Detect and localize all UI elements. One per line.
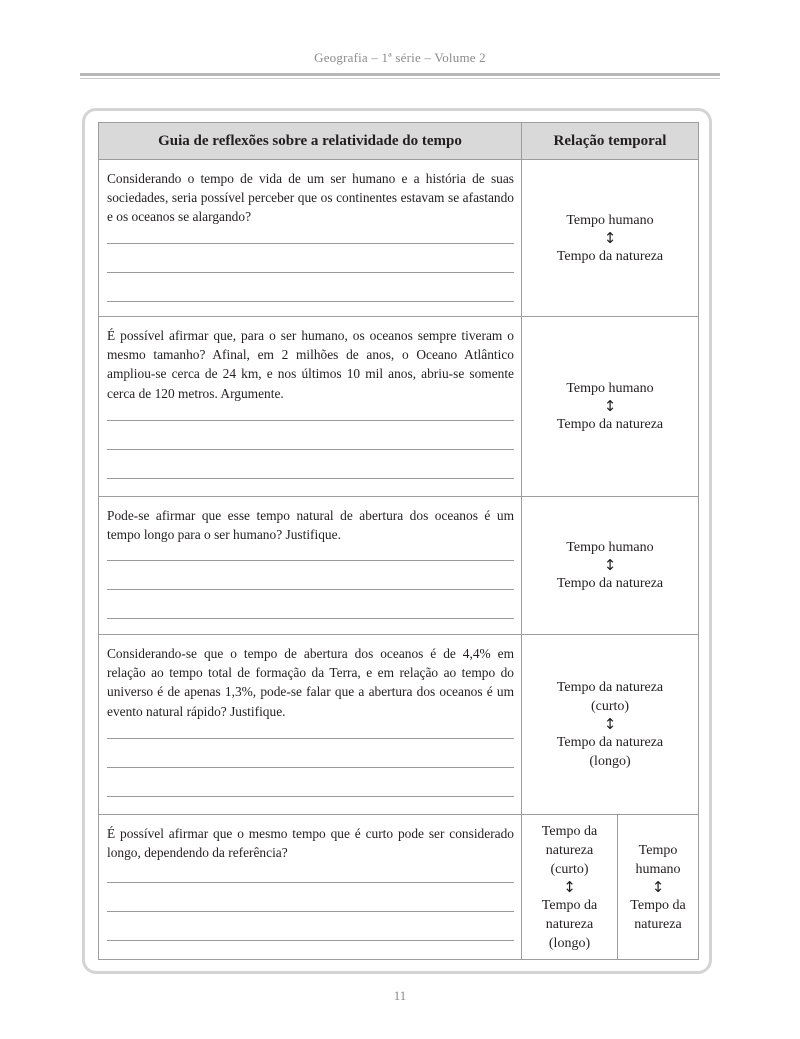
relation-bottom: Tempo da natureza bbox=[556, 248, 664, 264]
relation-text: (longo) bbox=[548, 935, 591, 951]
question-text: Pode-se afirmar que esse tempo natural de abertura dos oceanos é um tempo longo para o ser humano? Justifique. bbox=[107, 508, 514, 543]
question-cell bbox=[99, 635, 522, 814]
answer-line[interactable] bbox=[107, 911, 514, 912]
relation-text: (curto) bbox=[550, 861, 589, 877]
relation-cell bbox=[522, 635, 698, 814]
relation-text: Tempo da bbox=[541, 897, 598, 913]
column-header-guide: Guia de reflexões sobre a relatividade do tempo bbox=[99, 123, 522, 159]
question-cell bbox=[99, 497, 522, 634]
column-header-relation: Relação temporal bbox=[553, 132, 667, 149]
answer-line[interactable] bbox=[107, 301, 514, 302]
relation-bottom: Tempo da natureza bbox=[556, 735, 664, 750]
table-row bbox=[99, 635, 698, 815]
table-row bbox=[99, 815, 698, 959]
answer-line[interactable] bbox=[107, 940, 514, 941]
answer-line[interactable] bbox=[107, 449, 514, 450]
relation-cell-split bbox=[522, 815, 698, 959]
table-row bbox=[99, 497, 698, 635]
question-text: Considerando-se que o tempo de abertura dos oceanos é de 4,4% em relação ao tempo total de formação da Terra, e em relação ao tempo do universo é de apenas 1,3%, pode-se falar que a abertura dos oceanos é um evento natural rápido? Justifique. bbox=[107, 646, 514, 719]
up-down-arrow-icon: ↕ bbox=[603, 715, 617, 733]
up-down-arrow-icon: ↕ bbox=[563, 877, 576, 896]
answer-line[interactable] bbox=[107, 796, 514, 797]
header-rule bbox=[80, 73, 720, 76]
relation-text: natureza bbox=[545, 842, 594, 858]
table-row bbox=[99, 317, 698, 497]
relation-text: Tempo da bbox=[541, 823, 598, 839]
answer-line[interactable] bbox=[107, 560, 514, 561]
relation-top: Tempo da natureza bbox=[556, 680, 664, 695]
relation-text: humano bbox=[635, 861, 681, 877]
answer-line[interactable] bbox=[107, 767, 514, 768]
up-down-arrow-icon: ↕ bbox=[603, 397, 617, 415]
question-cell bbox=[99, 815, 522, 959]
answer-line[interactable] bbox=[107, 420, 514, 421]
answer-line[interactable] bbox=[107, 882, 514, 883]
answer-line[interactable] bbox=[107, 243, 514, 244]
header-rule-thin bbox=[80, 78, 720, 79]
answer-line[interactable] bbox=[107, 589, 514, 590]
relation-text: Tempo da bbox=[630, 897, 686, 913]
relation-top: Tempo humano bbox=[566, 540, 654, 555]
answer-line[interactable] bbox=[107, 478, 514, 479]
relation-text: Tempo bbox=[638, 842, 678, 858]
relation-subcell-left bbox=[522, 815, 618, 959]
answer-line[interactable] bbox=[107, 272, 514, 273]
up-down-arrow-icon: ↕ bbox=[651, 877, 665, 896]
relation-text: natureza bbox=[634, 916, 682, 932]
question-text: Considerando o tempo de vida de um ser humano e a história de suas sociedades, seria possível perceber que os continentes estavam se afastando e os oceanos se alargando? bbox=[107, 171, 514, 225]
relation-cell bbox=[522, 160, 698, 316]
relation-cell bbox=[522, 497, 698, 634]
question-cell bbox=[99, 317, 522, 496]
answer-line[interactable] bbox=[107, 738, 514, 739]
running-header: Geografia – 1ª série – Volume 2 bbox=[314, 50, 486, 65]
relation-bottom: Tempo da natureza bbox=[556, 576, 664, 591]
relation-bottom-qualifier: (longo) bbox=[589, 754, 631, 769]
table-header bbox=[99, 123, 698, 160]
question-cell bbox=[99, 160, 522, 316]
reflection-table bbox=[98, 122, 699, 960]
relation-top: Tempo humano bbox=[566, 381, 654, 396]
question-text: É possível afirmar que, para o ser humano, os oceanos sempre tiveram o mesmo tamanho? Afinal, em 2 milhões de anos, o Oceano Atlântico ampliou-se cerca de 24 km, e nos últimos 10 mil anos, abriu-se somente cerca de 120 metros. Argumente. bbox=[107, 328, 514, 401]
relation-top-qualifier: (curto) bbox=[590, 699, 630, 714]
page-number: 11 bbox=[393, 988, 407, 1003]
relation-cell bbox=[522, 317, 698, 496]
table-row bbox=[99, 160, 698, 317]
relation-bottom: Tempo da natureza bbox=[556, 417, 664, 432]
relation-text: natureza bbox=[545, 916, 594, 932]
relation-top: Tempo humano bbox=[566, 212, 654, 228]
question-text: É possível afirmar que o mesmo tempo que é curto pode ser considerado longo, dependendo da referência? bbox=[107, 826, 514, 861]
up-down-arrow-icon: ↕ bbox=[603, 228, 617, 247]
relation-subcell-right bbox=[618, 815, 698, 959]
up-down-arrow-icon: ↕ bbox=[603, 556, 617, 574]
answer-line[interactable] bbox=[107, 618, 514, 619]
